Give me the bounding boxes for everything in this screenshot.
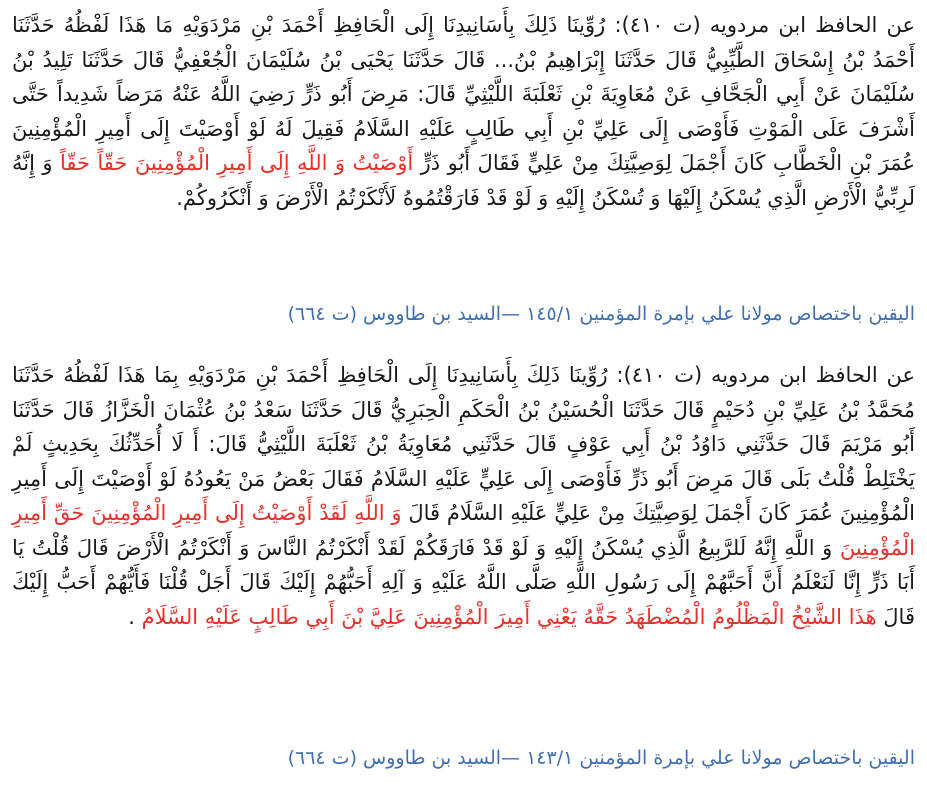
excerpt-1-highlight: أَوْصَيْتُ وَ اللَّهِ إِلَى أَمِيرِ الْمُؤْمِنِينَ حَقّاً حَقّاً <box>59 151 414 175</box>
excerpt-2-segment: وَ اللَّهِ إِنَّهُ لَلرَّبِيعُ الَّذِي يُسْكَنُ إِلَيْهِ وَ لَوْ قَدْ فَارَقَكُمْ لَقَدْ أَنْكَرْتُمُ النَّاسَ وَ أَنْكَرْتُمُ الْأَرْضَ قَالَ قُلْتُ يَا أَبَا ذَرٍّ إِنَّا لَنَعْلَمُ أَنَّ أَحَبَّهُمْ إِلَى رَسُولِ اللَّهِ صَلَّى اللَّهُ عَلَيْهِ وَ آلِهِ أَحَبُّهُمْ إِلَيْكَ قَالَ أَجَلْ قُلْنَا فَأَيُّهُمْ أَحَبُّ إِلَيْكَ قَالَ <box>12 535 915 629</box>
excerpt-1-text <box>12 8 915 215</box>
excerpt-1-source: اليقين باختصاص مولانا علي بإمرة المؤمنين ١٤٥/١ —السيد بن طاووس (ت ٦٦٤) <box>287 303 915 325</box>
excerpt-1-segment: وَ إِنَّهُ لَرِبِّيُّ الْأَرْضِ الَّذِي يُسْكَنُ إِلَيْهَا وَ تُسْكَنُ إِلَيْهِ وَ لَوْ قَدْ فَارَقْتُمُوهُ لَأَنْكَرْتُمُ الْأَرْضَ وَ أَنْكَرُوكُمْ. <box>12 151 915 210</box>
excerpt-2 <box>12 358 915 712</box>
excerpt-1 <box>12 8 915 262</box>
excerpt-2-segment: . <box>128 604 142 629</box>
excerpt-2-text <box>12 358 915 634</box>
excerpt-2-highlight: هَذَا الشَّيْخُ الْمَظْلُومُ الْمُضْطَهَدُ حَقَّهُ يَعْنِي أَمِيرَ الْمُؤْمِنِينَ عَلِيَّ بْنَ أَبِي طَالِبٍ عَلَيْهِ السَّلَامُ <box>141 604 877 629</box>
excerpt-1-segment: عن الحافظ ابن مردويه (ت ٤١٠): رُوِّينَا ذَلِكَ بِأَسَانِيدِنَا إِلَى الْحَافِظِ أَحْمَدَ بْنِ مَرْدَوَيْهِ مَا هَذَا لَفْظُهُ حَدَّثَنَا أَحْمَدُ بْنُ إِسْحَاقَ الطَّيِّبِيُّ قَالَ حَدَّثَنَا إِبْرَاهِيمُ بْنُ... قَالَ حَدَّثَنَا يَحْيَى بْنُ سُلَيْمَانَ الْجُعْفِيُّ قَالَ حَدَّثَنَا تَلِيدُ بْنُ سُلَيْمَانَ عَنْ أَبِي الْجَحَّافِ عَنْ مُعَاوِيَةَ بْنِ ثَعْلَبَةَ اللَّيْثِيِّ قَالَ: مَرِضَ أَبُو ذَرٍّ رَضِيَ اللَّهُ عَنْهُ مَرَضاً شَدِيداً حَتَّى أَشْرَفَ عَلَى الْمَوْتِ فَأَوْصَى إِلَى عَلِيِّ بْنِ أَبِي طَالِبٍ عَلَيْهِ السَّلَامُ فَقِيلَ لَهُ لَوْ أَوْصَيْتَ إِلَى أَمِيرِ الْمُؤْمِنِينَ عُمَرَ بْنِ الْخَطَّابِ كَانَ أَجْمَلَ لِوَصِيَّتِكَ مِنْ عَلِيٍّ فَقَالَ أَبُو ذَرٍّ <box>12 13 915 175</box>
excerpt-2-source: اليقين باختصاص مولانا علي بإمرة المؤمنين ١٤٣/١ —السيد بن طاووس (ت ٦٦٤) <box>287 747 915 769</box>
excerpt-2-segment: عن الحافظ ابن مردويه (ت ٤١٠): رُوِّينَا ذَلِكَ بِأَسَانِيدِنَا إِلَى الْحَافِظِ أَحْمَدَ بْنِ مَرْدَوَيْهِ بِمَا هَذَا لَفْظُهُ حَدَّثَنَا مُحَمَّدُ بْنُ عَلِيِّ بْنِ دُحَيْمٍ قَالَ حَدَّثَنَا الْحُسَيْنُ بْنُ الْحَكَمِ الْحِبَرِيُّ قَالَ حَدَّثَنَا سَعْدُ بْنُ عُثْمَانَ الْخَزَّازُ قَالَ حَدَّثَنَا أَبُو مَرْيَمَ قَالَ حَدَّثَنِي دَاوُدُ بْنُ أَبِي عَوْفٍ قَالَ حَدَّثَنِي مُعَاوِيَةُ بْنُ ثَعْلَبَةَ اللَّيْثِيُّ قَالَ: أَ لَا أُحَدِّثُكَ بِحَدِيثٍ لَمْ يَخْتَلِطْ قُلْتُ بَلَى قَالَ مَرِضَ أَبُو ذَرٍّ فَأَوْصَى إِلَى عَلِيٍّ عَلَيْهِ السَّلَامُ فَقَالَ بَعْضُ مَنْ يَعُودُهُ لَوْ أَوْصَيْتَ إِلَى أَمِيرِ الْمُؤْمِنِينَ عُمَرَ كَانَ أَجْمَلَ لِوَصِيَّتِكَ مِنْ عَلِيٍّ عَلَيْهِ السَّلَامُ قَالَ <box>12 363 916 525</box>
excerpt-2-highlight: وَ اللَّهِ لَقَدْ أَوْصَيْتُ إِلَى أَمِيرِ الْمُؤْمِنِينَ حَقِّ أَمِيرِ الْمُؤْمِنِينَ <box>12 501 915 560</box>
